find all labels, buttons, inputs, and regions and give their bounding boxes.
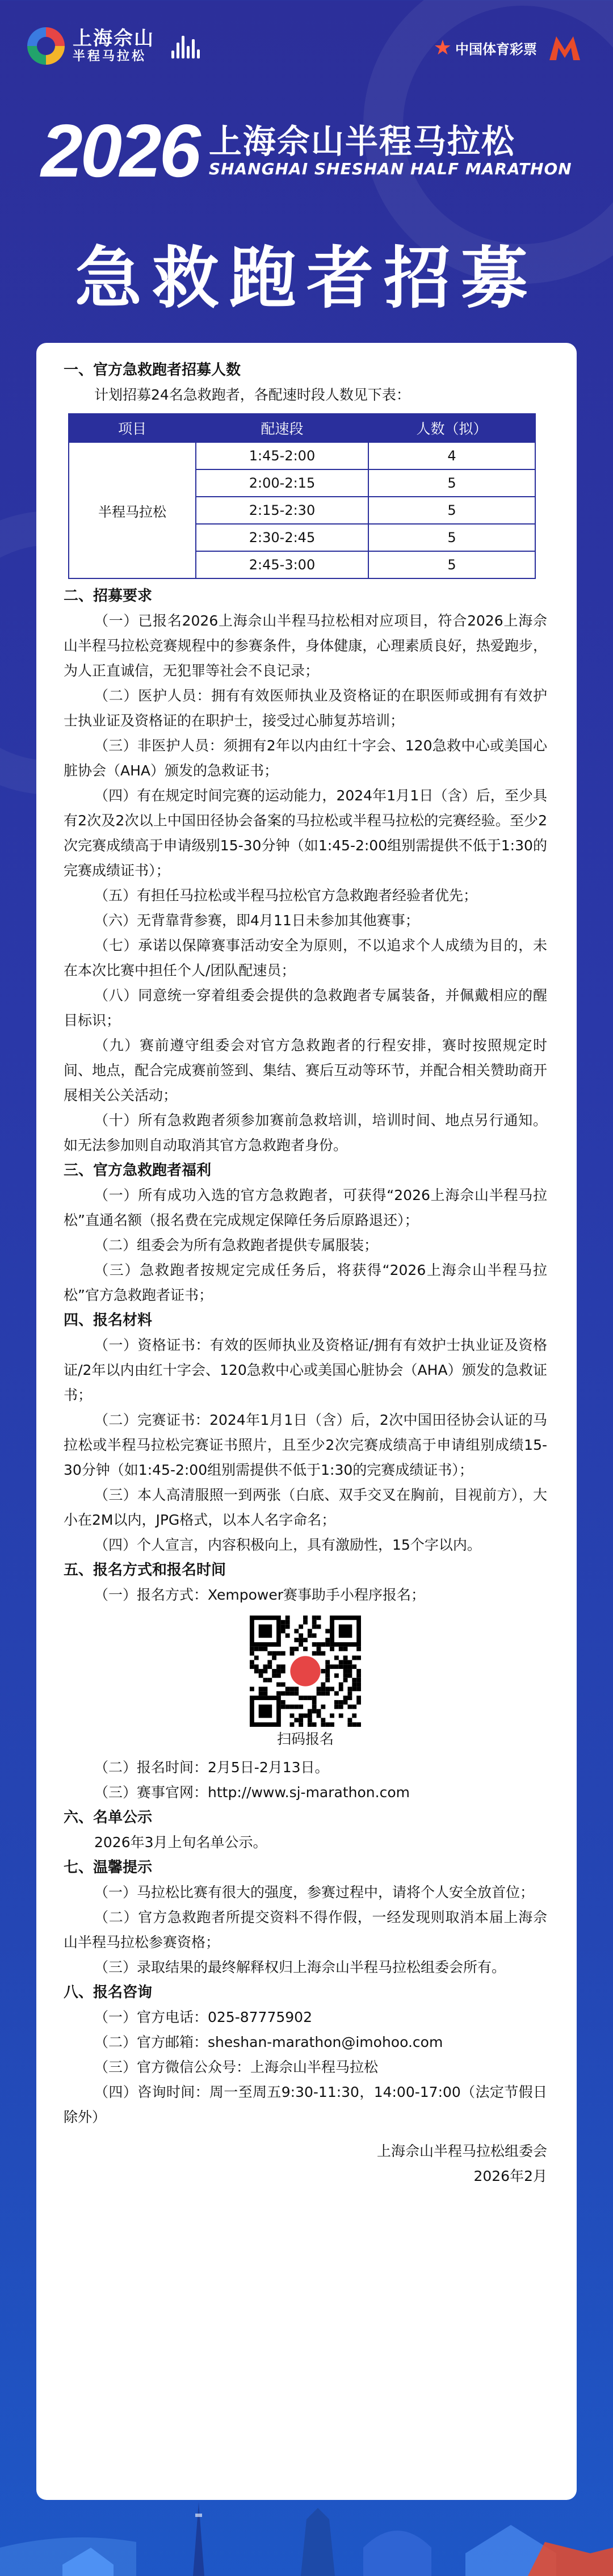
event-year: 2026 xyxy=(41,109,199,192)
requirement-item: （三）非医护人员：须拥有2年以内由红十字会、120急救中心或美国心脏协会（AHA）颁发的急救证书； xyxy=(64,737,547,779)
table-header-row xyxy=(69,414,535,442)
section-heading-announcement: 六、名单公示 xyxy=(64,1809,153,1826)
table-cell-pace: 2:30-2:45 xyxy=(196,524,368,551)
event-title-block xyxy=(0,109,613,192)
organizer-signature: 上海佘山半程马拉松组委会 xyxy=(376,2143,547,2159)
table-cell-pace: 1:45-2:00 xyxy=(196,442,368,469)
event-emblem-icon xyxy=(27,27,65,65)
table-cell-count: 5 xyxy=(368,497,535,524)
quota-intro: 计划招募24名急救跑者，各配速时段人数见下表： xyxy=(94,387,410,403)
table-cell-count: 4 xyxy=(368,442,535,469)
table-cell-pace: 2:45-3:00 xyxy=(196,551,368,578)
material-item: （三）本人高清服照一到两张（白底、双手交叉在胸前，目视前方），大小在2M以内，JPG格式，以本人名字命名； xyxy=(64,1487,547,1528)
section-heading-contact: 八、报名咨询 xyxy=(64,1984,153,2001)
official-website-link[interactable]: （三）赛事官网：http://www.sj-marathon.com xyxy=(94,1784,410,1801)
requirement-item: （十）所有急救跑者须参加赛前急救培训，培训时间、地点另行通知。如无法参加则自动取消其官方急救跑者身份。 xyxy=(64,1112,547,1153)
registration-time: （二）报名时间：2月5日-2月13日。 xyxy=(94,1759,329,1776)
section-heading-registration: 五、报名方式和报名时间 xyxy=(64,1562,226,1579)
benefit-item: （一）所有成功入选的官方急救跑者，可获得“2026上海佘山半程马拉松”直通名额（报名费在完成规定保障任务后原路退还）； xyxy=(64,1187,547,1228)
material-item: （二）完赛证书：2024年1月1日（含）后，2次中国田径协会认证的马拉松或半程马拉松完赛证书照片，且至少2次完赛成绩高于申请组别成绩15-30分钟（如1:45-2:00组别需提供不低于1:30的完赛成绩证书）； xyxy=(64,1412,547,1478)
qr-center-logo-icon xyxy=(290,1656,320,1686)
requirement-item: （二）医护人员：拥有有效医师执业及资格证的在职医师或拥有有效护士执业证及资格证的在职护士，接受过心肺复苏培训； xyxy=(64,687,547,729)
section-heading-materials: 四、报名材料 xyxy=(64,1312,153,1329)
contact-phone: （一）官方电话：025-87775902 xyxy=(94,2009,312,2025)
signature-date: 2026年2月 xyxy=(473,2168,547,2184)
table-cell-count: 5 xyxy=(368,524,535,551)
sponsor-name: 中国体育彩票 xyxy=(455,41,537,57)
table-header-count: 人数（拟） xyxy=(368,414,535,442)
material-item: （四）个人宣言，内容积极向上，具有激励性，15个字以内。 xyxy=(94,1537,481,1553)
qr-block xyxy=(64,1616,547,1752)
requirement-item: （一）已报名2026上海佘山半程马拉松相对应项目，符合2026上海佘山半程马拉松竞赛规程中的参赛条件，身体健康，心理素质良好，热爱跑步，为人正直诚信，无犯罪等社会不良记录； xyxy=(64,612,547,679)
benefit-item: （二）组委会为所有急救跑者提供专属服装； xyxy=(94,1237,379,1253)
header-bar xyxy=(0,0,613,85)
registration-method: （一）报名方式：Xempower赛事助手小程序报名； xyxy=(94,1587,426,1603)
material-item: （一）资格证书：有效的医师执业及资格证/拥有有效护士执业证及资格证/2年以内由红十字会、120急救中心或美国心脏协会（AHA）颁发的急救证书； xyxy=(64,1337,547,1403)
page-title: 急救跑者招募 xyxy=(74,239,538,317)
table-cell-count: 5 xyxy=(368,551,535,578)
tip-item: （三）录取结果的最终解释权归上海佘山半程马拉松组委会所有。 xyxy=(94,1959,506,1975)
table-cell-event: 半程马拉松 xyxy=(69,442,196,578)
requirement-item: （七）承诺以保障赛事活动安全为原则，不以追求个人成绩为目的，未在本次比赛中担任个人/团队配速员； xyxy=(64,937,547,979)
contact-wechat: （三）官方微信公众号：上海佘山半程马拉松 xyxy=(94,2059,379,2075)
section-heading-quota: 一、官方急救跑者招募人数 xyxy=(64,362,241,379)
table-row xyxy=(69,442,535,469)
logo-line2: 半程马拉松 xyxy=(73,49,147,64)
sponsor-logos xyxy=(434,33,582,62)
sports-lottery-logo xyxy=(434,36,537,60)
tip-item: （二）官方急救跑者所提交资料不得作假，一经发现则取消本届上海佘山半程马拉松参赛资格； xyxy=(64,1909,547,1950)
table-header-event: 项目 xyxy=(69,414,196,442)
requirement-item: （四）有在规定时间完赛的运动能力，2024年1月1日（含）后，至少具有2次及2次以上中国田径协会备案的马拉松或半程马拉松的完赛经验。至少2次完赛成绩高于申请级别15-30分钟（如1:45-2:00组别需提供不低于1:30的完赛成绩证书）； xyxy=(64,787,547,879)
requirement-item: （八）同意统一穿着组委会提供的急救跑者专属装备，并佩戴相应的醒目标识； xyxy=(64,987,547,1029)
event-name-cn: 上海佘山半程马拉松 xyxy=(208,121,515,161)
table-header-pace: 配速段 xyxy=(196,414,368,442)
event-logo xyxy=(27,27,200,65)
section-heading-requirements: 二、招募要求 xyxy=(64,588,153,605)
section-heading-tips: 七、温馨提示 xyxy=(64,1859,153,1876)
contact-hours: （四）咨询时间：周一至周五9:30-11:30，14:00-17:00（法定节假日除外） xyxy=(64,2084,547,2125)
requirement-item: （五）有担任马拉松或半程马拉松官方急救跑者经验者优先； xyxy=(94,887,478,904)
tip-item: （一）马拉松比赛有很大的强度，参赛过程中，请将个人安全放首位； xyxy=(94,1884,535,1900)
announcement-text: 2026年3月上旬名单公示。 xyxy=(94,1834,267,1851)
section-heading-benefits: 三、官方急救跑者福利 xyxy=(64,1162,212,1179)
requirement-item: （九）赛前遵守组委会对官方急救跑者的行程安排，赛时按照规定时间、地点，配合完成赛前签到、集结、赛后互动等环节，并配合相关赞助商开展相关公关活动； xyxy=(64,1037,547,1104)
table-cell-pace: 2:00-2:15 xyxy=(196,469,368,497)
table-cell-count: 5 xyxy=(368,469,535,497)
contact-email: （二）官方邮箱：sheshan-marathon@imohoo.com xyxy=(94,2034,443,2050)
requirement-item: （六）无背靠背参赛，即4月11日未参加其他赛事； xyxy=(94,912,419,929)
lottery-star-icon: ★ xyxy=(433,36,452,60)
event-name-en: SHANGHAI SHESHAN HALF MARATHON xyxy=(208,160,572,179)
content-card xyxy=(36,343,577,2500)
qr-caption: 扫码报名 xyxy=(276,1731,334,1747)
logo-line1: 上海佘山 xyxy=(73,27,154,51)
registration-qr-code[interactable] xyxy=(250,1616,361,1727)
sound-wave-icon xyxy=(171,33,200,58)
quota-table xyxy=(68,413,536,579)
table-cell-pace: 2:15-2:30 xyxy=(196,497,368,524)
skyline-illustration xyxy=(0,2479,613,2576)
marathon-m-logo-icon xyxy=(547,33,582,62)
benefit-item: （三）急救跑者按规定完成任务后，将获得“2026上海佘山半程马拉松”官方急救跑者证书； xyxy=(64,1262,547,1303)
